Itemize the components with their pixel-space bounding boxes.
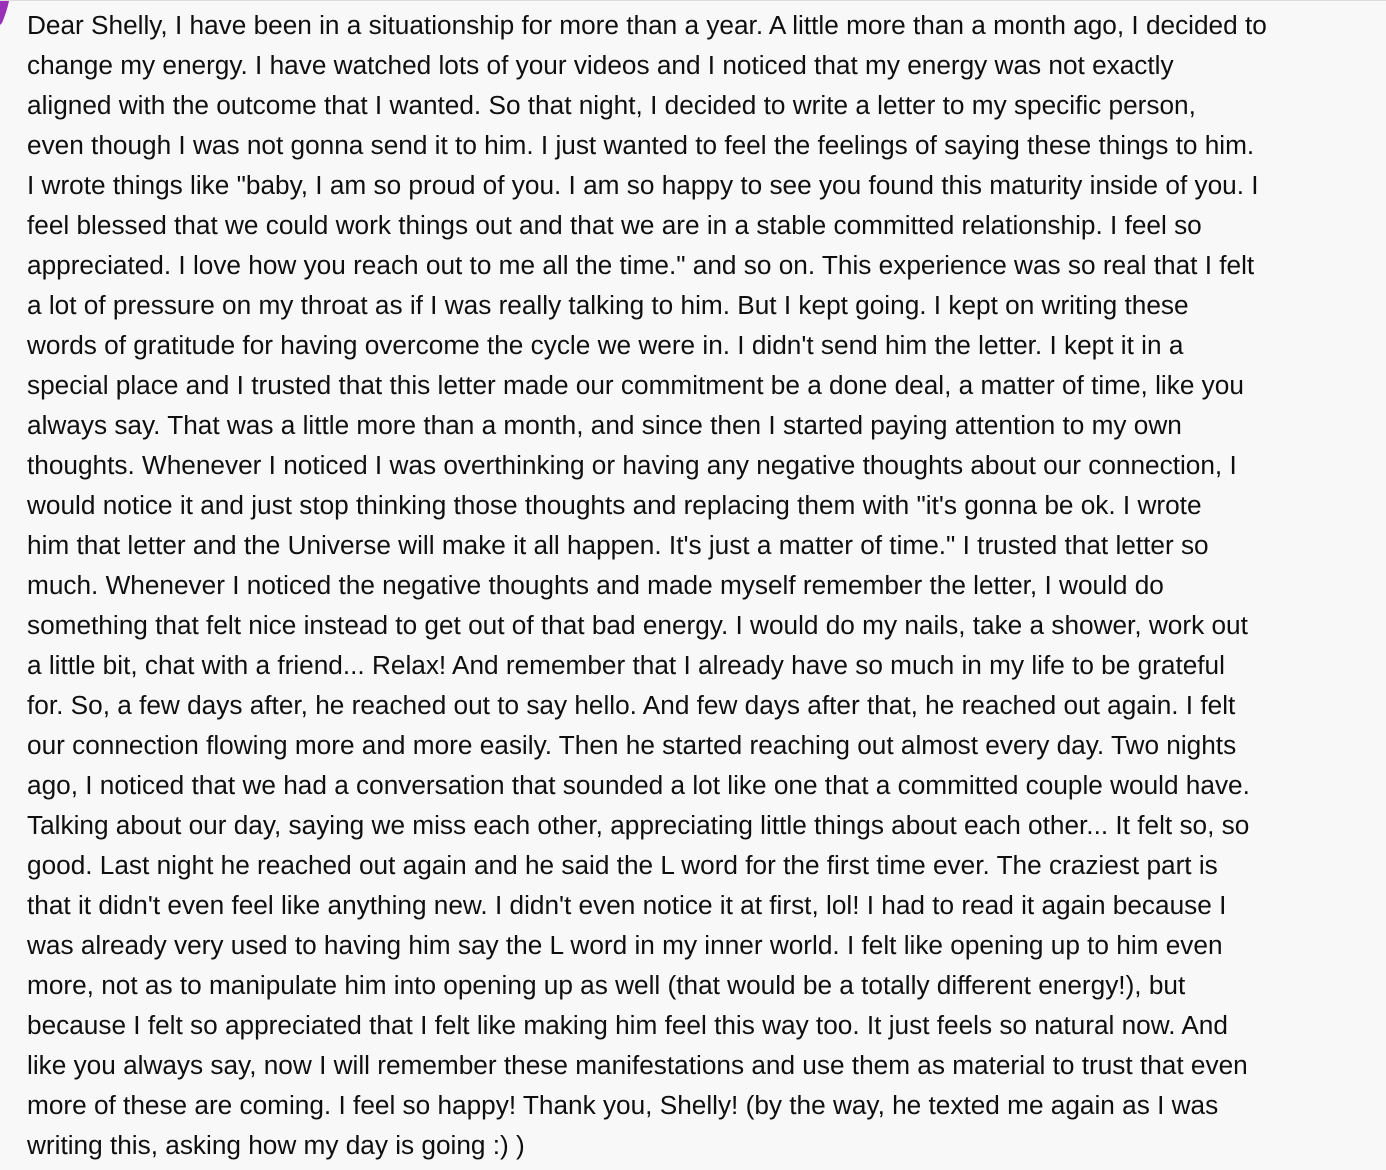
avatar-edge-icon[interactable] <box>0 1 9 27</box>
comment-text: Dear Shelly, I have been in a situationship for more than a year. A little more than a month ago, I decided to change my energy. I have watched lots of your videos and I noticed that my energy was not exactly aligned with the outcome that I wanted. So that night, I decided to write a letter to my specific person, even though I was not gonna send it to him. I just wanted to feel the feelings of saying these things to him. I wrote things like "baby, I am so proud of you. I am so happy to see you found this maturity inside of you. I feel blessed that we could work things out and that we are in a stable committed relationship. I feel so appreciated. I love how you reach out to me all the time." and so on. This experience was so real that I felt a lot of pressure on my throat as if I was really talking to him. But I kept going. I kept on writing these words of gratitude for having overcome the cycle we were in. I didn't send him the letter. I kept it in a special place and I trusted that this letter made our commitment be a done deal, a matter of time, like you always say. That was a little more than a month, and since then I started paying attention to my own thoughts. Whenever I noticed I was overthinking or having any negative thoughts about our connection, I would notice it and just stop thinking those thoughts and replacing them with "it's gonna be ok. I wrote him that letter and the Universe will make it all happen. It's just a matter of time." I trusted that letter so much. Whenever I noticed the negative thoughts and made myself remember the letter, I would do something that felt nice instead to get out of that bad energy. I would do my nails, take a shower, work out a little bit, chat with a friend... Relax! And remember that I already have so much in my life to be grateful for. So, a few days after, he reached out to say hello. And few days after that, he reached out again. I felt our connection flowing more and more easily. Then he started reaching out almost every day. Two nights ago, I noticed that we had a conversation that sounded a lot like one that a committed couple would have. Talking about our day, saying we miss each other, appreciating little things about each other... It felt so, so good. Last night he reached out again and he said the L word for the first time ever. The craziest part is that it didn't even feel like anything new. I didn't even notice it at first, lol! I had to read it again because I was already very used to having him say the L word in my inner world. I felt like opening up to him even more, not as to manipulate him into opening up as well (that would be a totally different energy!), but because I felt so appreciated that I felt like making him feel this way too. It just feels so natural now. And like you always say, now I will remember these manifestations and use them as material to trust that even more of these are coming. I feel so happy! Thank you, Shelly! (by the way, he texted me again as I was writing this, asking how my day is going :) ) <box>27 10 1267 1160</box>
